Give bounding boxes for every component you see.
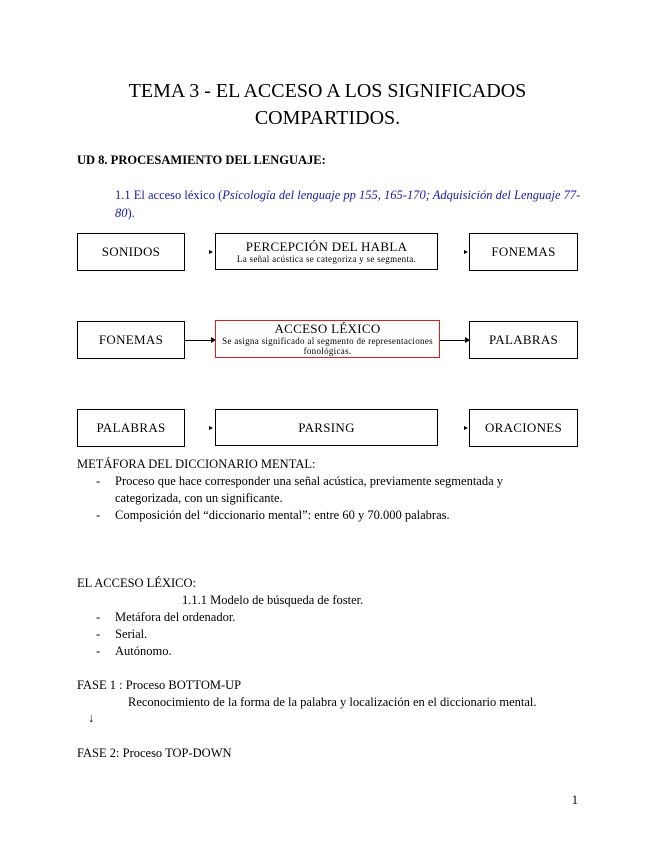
diagram-box-sonidos [77, 233, 185, 271]
bullet-dash: - [96, 508, 101, 522]
page-number: 1 [571, 793, 578, 807]
diagram-box-oraciones [469, 409, 578, 447]
box-title: PERCEPCIÓN DEL HABLA [245, 238, 408, 254]
list-item-text: Composición del “diccionario mental”: entre 60 y 70.000 palabras. [115, 508, 450, 522]
box-label: FONEMAS [491, 244, 556, 259]
box-label: FONEMAS [98, 332, 164, 347]
list-item-text: Metáfora del ordenador. [115, 610, 236, 624]
diagram-box-percepcion [215, 233, 438, 270]
diagram-box-acceso-lexico [215, 320, 440, 358]
list-item-text: Proceso que hace corresponder una señal acústica, previamente segmentada y [115, 474, 504, 488]
unit-heading: UD 8. PROCESAMIENTO DEL LENGUAJE: [77, 153, 326, 167]
section-1-1-heading [115, 186, 585, 222]
arrow-icon [440, 340, 469, 341]
title-line-2: COMPARTIDOS. [254, 107, 401, 129]
diagram-box-fonemas [469, 233, 578, 271]
diagram-box-fonemas-2 [77, 321, 185, 359]
diagram-box-palabras-2 [77, 409, 185, 447]
list-item-text: Autónomo. [115, 644, 172, 658]
down-arrow-icon: ↓ [88, 711, 95, 725]
list-item-continuation: categorizada, con un significante. [115, 491, 283, 505]
arrow-icon [209, 250, 213, 254]
diagram-box-parsing [215, 409, 438, 446]
page-title [60, 78, 595, 132]
box-subtitle: La señal acústica se categoriza y se segmenta. [236, 253, 417, 264]
arrow-icon [185, 340, 215, 341]
box-subtitle: Se asigna significado al segmento de representaciones fonológicas. [222, 336, 433, 356]
diagram-box-palabras [469, 321, 578, 359]
fase-1-description: Reconocimiento de la forma de la palabra y localización en el diccionario mental. [128, 695, 537, 709]
section-prefix: 1.1 El acceso léxico ( [115, 188, 223, 202]
metafora-heading: METÁFORA DEL DICCIONARIO MENTAL: [77, 457, 316, 471]
section-reference: Psicología del lenguaje pp 155, 165-170; Adquisición del Lenguaje 77-80 [115, 188, 581, 220]
acceso-subheading: 1.1.1 Modelo de búsqueda de foster. [182, 593, 364, 607]
arrow-icon [464, 426, 468, 430]
box-title: ACCESO LÉXICO [274, 321, 381, 336]
arrow-icon [209, 426, 213, 430]
section-suffix: ). [127, 206, 135, 220]
box-title: PARSING [298, 419, 355, 435]
bullet-dash: - [96, 627, 101, 641]
bullet-dash: - [96, 474, 101, 488]
bullet-dash: - [96, 644, 101, 658]
fase-1-label: FASE 1 : Proceso BOTTOM-UP [77, 678, 242, 692]
box-label: ORACIONES [484, 420, 563, 435]
list-item-text: Serial. [115, 627, 148, 641]
box-label: PALABRAS [96, 420, 166, 435]
acceso-heading: EL ACCESO LÉXICO: [77, 576, 196, 590]
bullet-dash: - [96, 610, 101, 624]
box-label: PALABRAS [488, 332, 559, 347]
arrow-icon [464, 250, 468, 254]
box-label: SONIDOS [101, 244, 161, 259]
title-line-1: TEMA 3 - EL ACCESO A LOS SIGNIFICADOS [128, 80, 527, 102]
fase-2-label: FASE 2: Proceso TOP-DOWN [77, 746, 232, 760]
